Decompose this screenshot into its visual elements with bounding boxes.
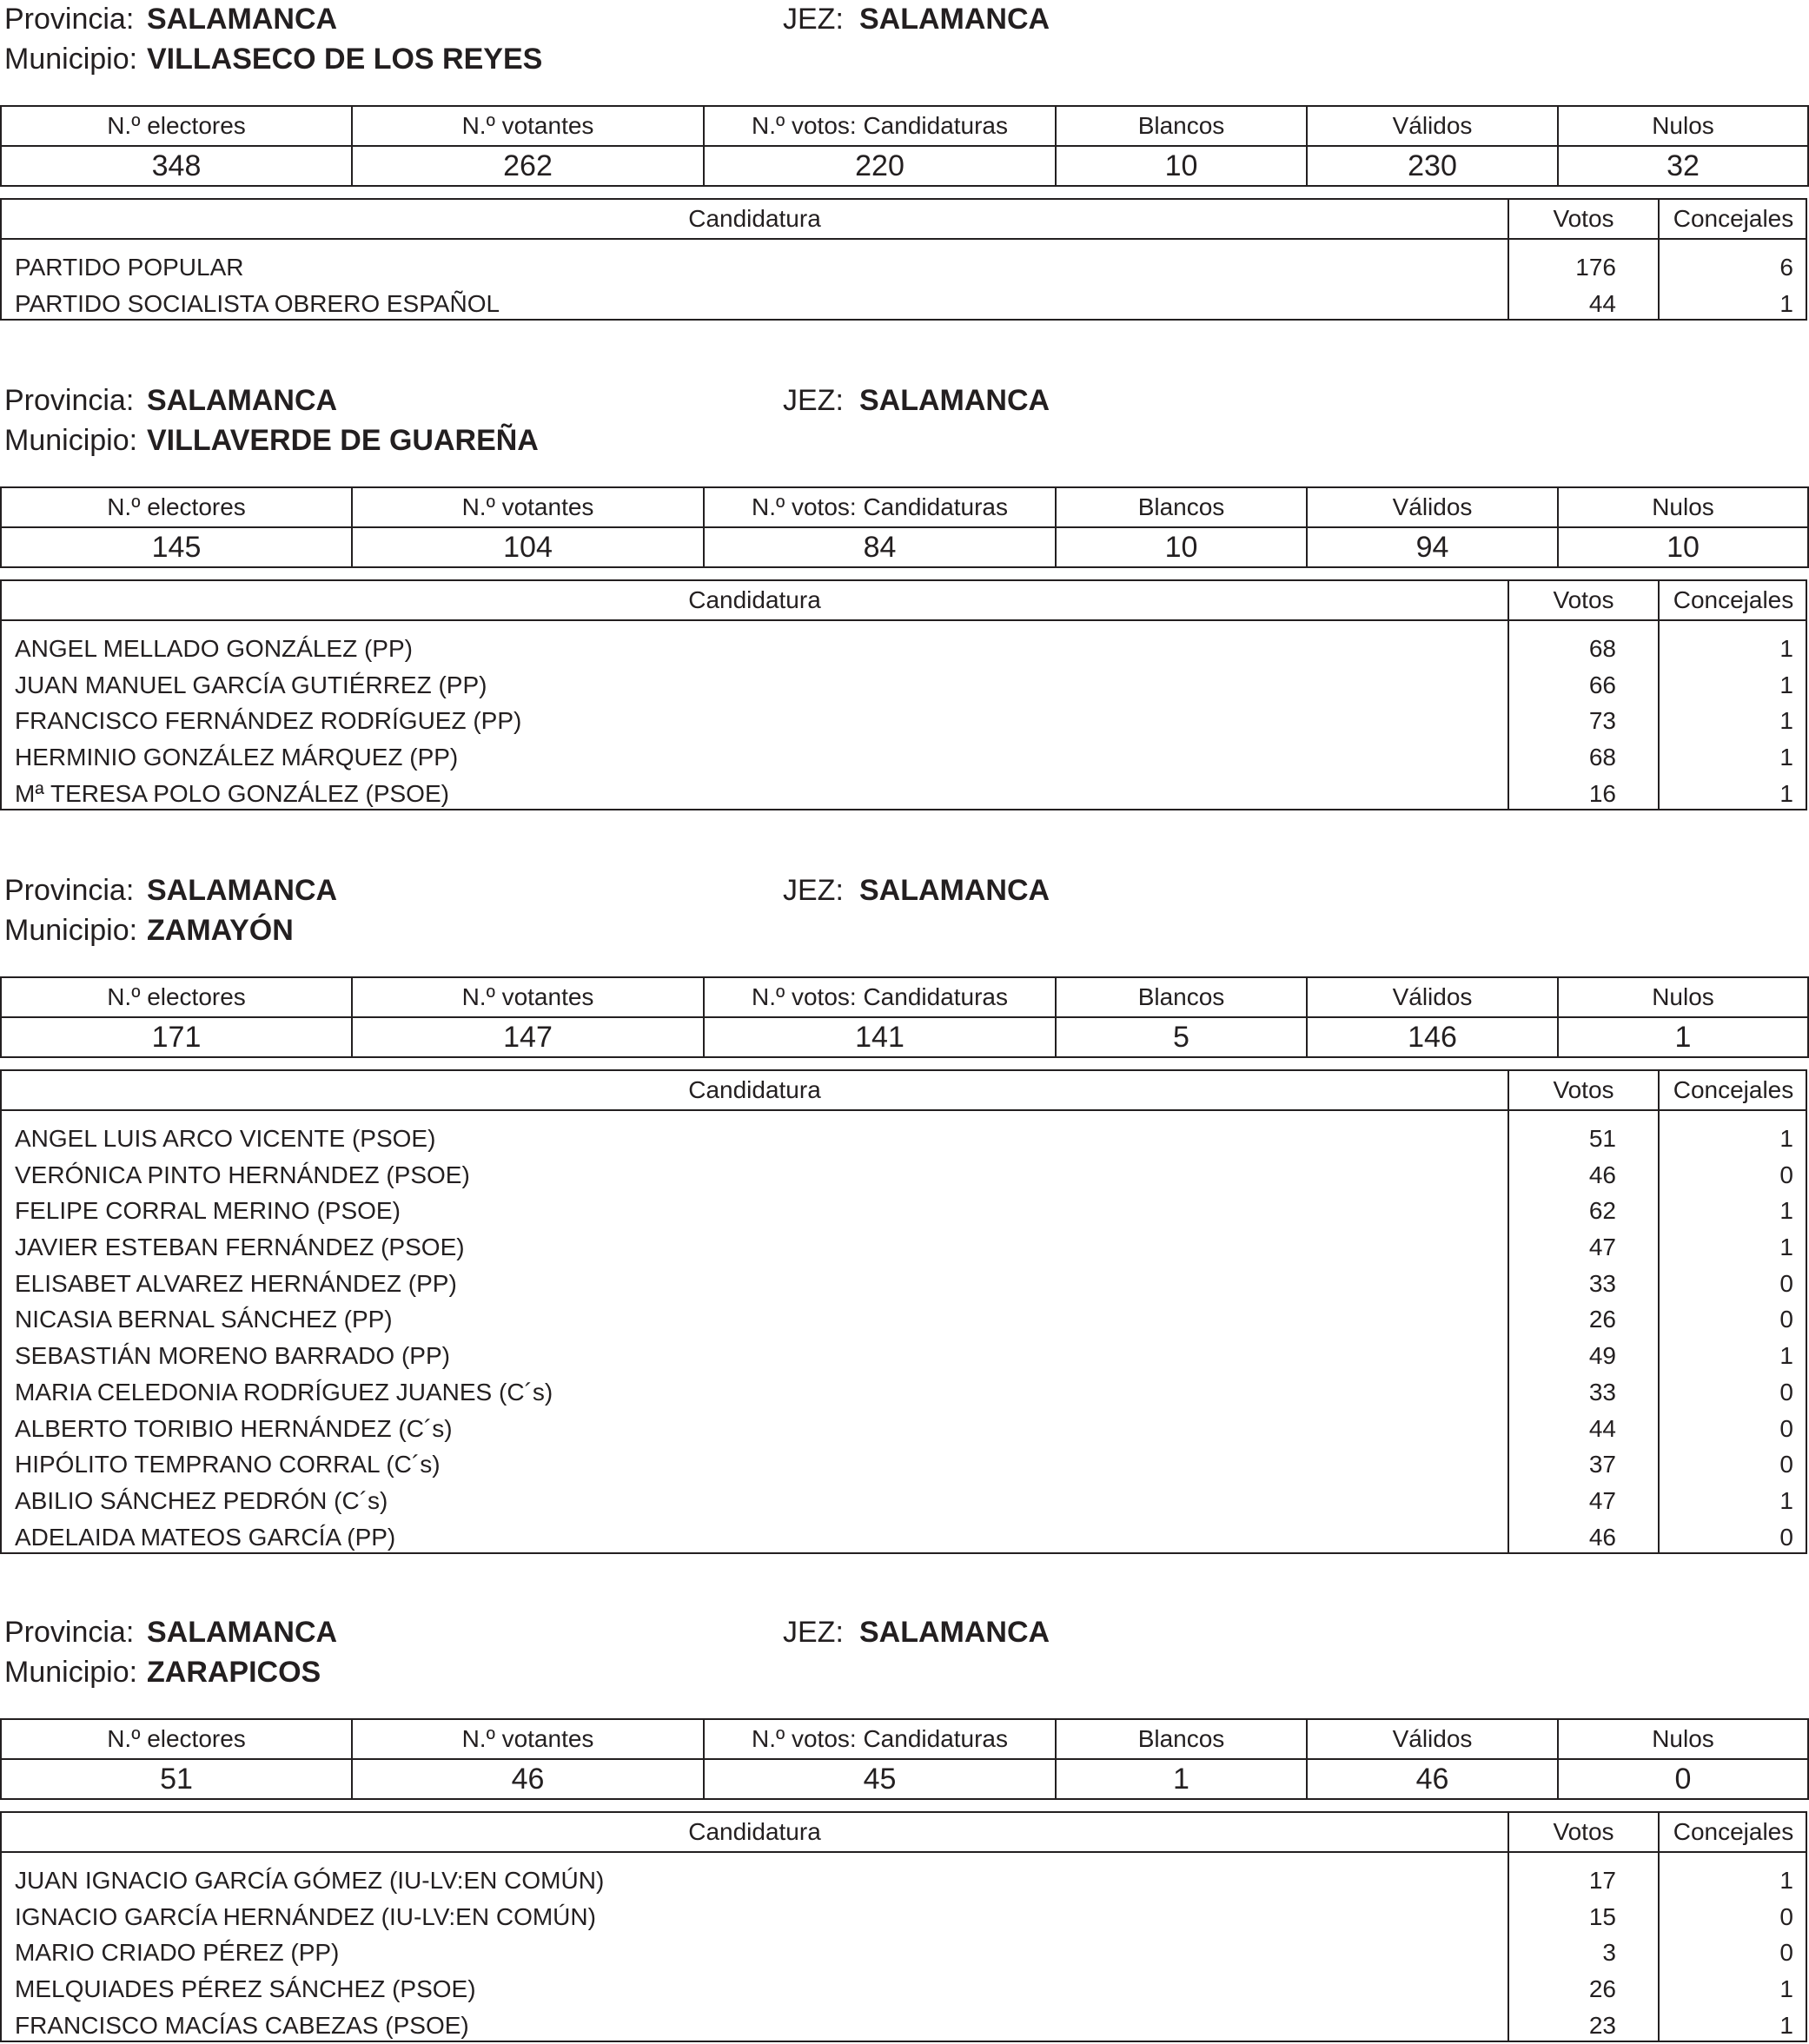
table-row <box>2 1227 1806 1263</box>
jez-label: JEZ: <box>783 1616 844 1649</box>
candidates-header <box>2 581 1806 621</box>
candidate-seats: 0 <box>1779 1939 1793 1967</box>
column-divider <box>1658 1071 1660 1109</box>
column-divider <box>1508 1813 1509 1851</box>
summary-value-votos-cand: 220 <box>704 146 1056 186</box>
municipio-value: VILLAVERDE DE GUAREÑA <box>147 424 539 457</box>
header-candidatura: Candidatura <box>688 1818 821 1845</box>
candidate-name: ANGEL LUIS ARCO VICENTE (PSOE) <box>15 1125 436 1152</box>
candidates-table <box>0 1811 1807 2042</box>
table-row <box>2 1517 1806 1553</box>
municipio-label: Municipio: <box>4 424 138 457</box>
candidate-votes: 68 <box>1588 635 1616 662</box>
candidate-seats: 1 <box>1779 1486 1793 1514</box>
summary-value-row <box>1 1759 1808 1799</box>
provincia-value: SALAMANCA <box>147 1616 338 1649</box>
summary-header-row <box>1 977 1808 1017</box>
candidate-name: MARIA CELEDONIA RODRÍGUEZ JUANES (C´s) <box>15 1378 553 1406</box>
summary-value-validos: 230 <box>1307 146 1558 186</box>
summary-header-nulos: Nulos <box>1558 1719 1808 1759</box>
candidate-seats: 0 <box>1779 1306 1793 1333</box>
candidate-seats: 1 <box>1779 635 1793 662</box>
candidate-name: ADELAIDA MATEOS GARCÍA (PP) <box>15 1523 396 1551</box>
summary-value-validos: 94 <box>1307 527 1558 567</box>
candidate-seats: 1 <box>1779 1234 1793 1261</box>
summary-value-nulos: 32 <box>1558 146 1808 186</box>
table-row <box>2 283 1806 320</box>
candidate-seats: 1 <box>1779 1867 1793 1894</box>
summary-value-blancos: 1 <box>1056 1759 1307 1799</box>
candidate-votes: 47 <box>1588 1486 1616 1514</box>
candidate-name: HIPÓLITO TEMPRANO CORRAL (C´s) <box>15 1451 441 1478</box>
header-votos: Votos <box>1553 586 1614 613</box>
column-divider <box>1508 581 1509 619</box>
summary-value-electores: 348 <box>1 146 352 186</box>
candidate-seats: 1 <box>1779 2011 1793 2039</box>
summary-value-votantes: 262 <box>352 146 704 186</box>
candidate-votes: 23 <box>1588 2011 1616 2039</box>
candidate-seats: 0 <box>1779 1451 1793 1478</box>
candidate-votes: 44 <box>1588 289 1616 317</box>
table-row <box>2 628 1806 665</box>
jez-label: JEZ: <box>783 874 844 907</box>
candidate-name: PARTIDO SOCIALISTA OBRERO ESPAÑOL <box>15 289 500 317</box>
candidate-votes: 33 <box>1588 1269 1616 1297</box>
candidates-table <box>0 198 1807 321</box>
municipio-value: ZAMAYÓN <box>147 914 294 947</box>
jez-line <box>783 2 1050 36</box>
table-row <box>2 1154 1806 1191</box>
candidate-name: Mª TERESA POLO GONZÁLEZ (PSOE) <box>15 779 449 807</box>
candidate-seats: 0 <box>1779 1523 1793 1551</box>
summary-header-validos: Válidos <box>1307 1719 1558 1759</box>
summary-header-validos: Válidos <box>1307 106 1558 146</box>
summary-value-electores: 145 <box>1 527 352 567</box>
summary-value-electores: 51 <box>1 1759 352 1799</box>
summary-header-nulos: Nulos <box>1558 977 1808 1017</box>
candidate-name: MARIO CRIADO PÉREZ (PP) <box>15 1939 340 1967</box>
candidate-seats: 0 <box>1779 1161 1793 1188</box>
table-row <box>2 1372 1806 1408</box>
summary-header-votos-cand: N.º votos: Candidaturas <box>704 106 1056 146</box>
summary-header-votantes: N.º votantes <box>352 1719 704 1759</box>
summary-header-row <box>1 487 1808 527</box>
provincia-line <box>4 1615 338 1650</box>
municipio-line <box>4 423 539 458</box>
column-divider <box>1658 1813 1660 1851</box>
summary-value-blancos: 10 <box>1056 146 1307 186</box>
summary-value-votantes: 147 <box>352 1017 704 1057</box>
municipio-line <box>4 1655 321 1690</box>
header-concejales: Concejales <box>1673 1818 1794 1845</box>
candidate-name: FELIPE CORRAL MERINO (PSOE) <box>15 1197 401 1225</box>
candidate-name: FRANCISCO FERNÁNDEZ RODRÍGUEZ (PP) <box>15 707 522 735</box>
summary-value-votos-cand: 141 <box>704 1017 1056 1057</box>
provincia-label: Provincia: <box>4 1616 135 1649</box>
summary-table <box>0 1718 1809 1800</box>
municipio-value: ZARAPICOS <box>147 1656 321 1689</box>
candidate-name: HERMINIO GONZÁLEZ MÁRQUEZ (PP) <box>15 744 459 771</box>
candidate-seats: 0 <box>1779 1269 1793 1297</box>
summary-value-row <box>1 146 1808 186</box>
provincia-label: Provincia: <box>4 3 135 36</box>
candidate-seats: 0 <box>1779 1414 1793 1442</box>
jez-value: SALAMANCA <box>859 3 1050 36</box>
summary-header-blancos: Blancos <box>1056 1719 1307 1759</box>
provincia-value: SALAMANCA <box>147 3 338 36</box>
candidates-table <box>0 1069 1807 1554</box>
candidate-seats: 1 <box>1779 1125 1793 1152</box>
jez-value: SALAMANCA <box>859 1616 1050 1649</box>
table-row <box>2 1299 1806 1335</box>
candidate-votes: 51 <box>1588 1125 1616 1152</box>
table-row <box>2 773 1806 810</box>
candidates-body <box>2 240 1806 319</box>
table-row <box>2 665 1806 701</box>
candidate-seats: 0 <box>1779 1378 1793 1406</box>
provincia-value: SALAMANCA <box>147 874 338 907</box>
summary-value-blancos: 5 <box>1056 1017 1307 1057</box>
candidate-votes: 49 <box>1588 1342 1616 1370</box>
provincia-line <box>4 2 338 36</box>
summary-value-validos: 146 <box>1307 1017 1558 1057</box>
summary-table <box>0 976 1809 1058</box>
provincia-label: Provincia: <box>4 384 135 417</box>
column-divider <box>1508 1071 1509 1109</box>
candidate-votes: 15 <box>1588 1902 1616 1930</box>
summary-header-blancos: Blancos <box>1056 487 1307 527</box>
municipio-label: Municipio: <box>4 1656 138 1689</box>
summary-header-votos-cand: N.º votos: Candidaturas <box>704 487 1056 527</box>
candidate-votes: 176 <box>1575 254 1616 281</box>
summary-value-votos-cand: 45 <box>704 1759 1056 1799</box>
candidate-votes: 73 <box>1588 707 1616 735</box>
table-row <box>2 2005 1806 2041</box>
summary-header-blancos: Blancos <box>1056 106 1307 146</box>
summary-header-row <box>1 106 1808 146</box>
summary-value-row <box>1 1017 1808 1057</box>
jez-line <box>783 383 1050 418</box>
candidate-name: IGNACIO GARCÍA HERNÁNDEZ (IU-LV:EN COMÚN) <box>15 1902 596 1930</box>
candidates-header <box>2 1071 1806 1111</box>
candidates-header <box>2 1813 1806 1853</box>
summary-header-votos-cand: N.º votos: Candidaturas <box>704 1719 1056 1759</box>
header-votos: Votos <box>1553 1818 1614 1845</box>
candidate-votes: 62 <box>1588 1197 1616 1225</box>
candidate-votes: 37 <box>1588 1451 1616 1478</box>
candidate-name: ANGEL MELLADO GONZÁLEZ (PP) <box>15 635 413 662</box>
table-row <box>2 247 1806 283</box>
summary-header-votantes: N.º votantes <box>352 977 704 1017</box>
summary-table <box>0 105 1809 187</box>
candidate-votes: 68 <box>1588 744 1616 771</box>
table-row <box>2 1335 1806 1372</box>
summary-header-electores: N.º electores <box>1 487 352 527</box>
candidate-votes: 26 <box>1588 1306 1616 1333</box>
candidate-votes: 16 <box>1588 779 1616 807</box>
municipio-label: Municipio: <box>4 914 138 947</box>
candidate-seats: 1 <box>1779 671 1793 698</box>
candidate-name: NICASIA BERNAL SÁNCHEZ (PP) <box>15 1306 393 1333</box>
candidates-body <box>2 1853 1806 2041</box>
summary-header-electores: N.º electores <box>1 106 352 146</box>
header-votos: Votos <box>1553 205 1614 232</box>
summary-value-votantes: 46 <box>352 1759 704 1799</box>
table-row <box>2 737 1806 773</box>
candidate-votes: 46 <box>1588 1523 1616 1551</box>
candidate-seats: 1 <box>1779 1975 1793 2003</box>
candidate-name: VERÓNICA PINTO HERNÁNDEZ (PSOE) <box>15 1161 470 1188</box>
candidate-seats: 1 <box>1779 779 1793 807</box>
column-divider <box>1658 581 1660 619</box>
summary-value-electores: 171 <box>1 1017 352 1057</box>
header-candidatura: Candidatura <box>688 205 821 232</box>
provincia-label: Provincia: <box>4 874 135 907</box>
table-row <box>2 1968 1806 2005</box>
header-concejales: Concejales <box>1673 1076 1794 1103</box>
candidate-votes: 3 <box>1602 1939 1616 1967</box>
candidates-table <box>0 579 1807 810</box>
candidate-name: SEBASTIÁN MORENO BARRADO (PP) <box>15 1342 450 1370</box>
jez-label: JEZ: <box>783 3 844 36</box>
candidate-votes: 44 <box>1588 1414 1616 1442</box>
summary-header-electores: N.º electores <box>1 1719 352 1759</box>
table-row <box>2 1860 1806 1896</box>
candidate-votes: 17 <box>1588 1867 1616 1894</box>
candidate-name: FRANCISCO MACÍAS CABEZAS (PSOE) <box>15 2011 469 2039</box>
candidate-seats: 1 <box>1779 707 1793 735</box>
table-row <box>2 700 1806 737</box>
header-votos: Votos <box>1553 1076 1614 1103</box>
provincia-line <box>4 383 338 418</box>
header-candidatura: Candidatura <box>688 586 821 613</box>
candidates-body <box>2 1111 1806 1552</box>
summary-value-nulos: 0 <box>1558 1759 1808 1799</box>
jez-line <box>783 1615 1050 1650</box>
candidate-name: JUAN IGNACIO GARCÍA GÓMEZ (IU-LV:EN COMÚN) <box>15 1867 605 1894</box>
candidate-seats: 1 <box>1779 1342 1793 1370</box>
summary-header-nulos: Nulos <box>1558 487 1808 527</box>
summary-header-blancos: Blancos <box>1056 977 1307 1017</box>
candidate-name: ABILIO SÁNCHEZ PEDRÓN (C´s) <box>15 1486 388 1514</box>
municipio-line <box>4 42 543 76</box>
municipio-line <box>4 913 294 948</box>
summary-header-validos: Válidos <box>1307 977 1558 1017</box>
candidate-votes: 26 <box>1588 1975 1616 2003</box>
summary-table <box>0 486 1809 568</box>
candidates-body <box>2 621 1806 809</box>
summary-header-votantes: N.º votantes <box>352 106 704 146</box>
candidate-votes: 46 <box>1588 1161 1616 1188</box>
candidate-name: ELISABET ALVAREZ HERNÁNDEZ (PP) <box>15 1269 457 1297</box>
table-row <box>2 1480 1806 1517</box>
summary-value-row <box>1 527 1808 567</box>
summary-header-row <box>1 1719 1808 1759</box>
summary-header-votantes: N.º votantes <box>352 487 704 527</box>
candidate-name: MELQUIADES PÉREZ SÁNCHEZ (PSOE) <box>15 1975 476 2003</box>
summary-value-nulos: 1 <box>1558 1017 1808 1057</box>
jez-label: JEZ: <box>783 384 844 417</box>
jez-value: SALAMANCA <box>859 384 1050 417</box>
jez-value: SALAMANCA <box>859 874 1050 907</box>
municipio-label: Municipio: <box>4 43 138 76</box>
candidate-seats: 1 <box>1779 744 1793 771</box>
candidate-name: JUAN MANUEL GARCÍA GUTIÉRREZ (PP) <box>15 671 487 698</box>
candidate-votes: 47 <box>1588 1234 1616 1261</box>
summary-value-votantes: 104 <box>352 527 704 567</box>
summary-header-votos-cand: N.º votos: Candidaturas <box>704 977 1056 1017</box>
jez-line <box>783 873 1050 908</box>
candidate-votes: 66 <box>1588 671 1616 698</box>
summary-header-nulos: Nulos <box>1558 106 1808 146</box>
header-candidatura: Candidatura <box>688 1076 821 1103</box>
table-row <box>2 1408 1806 1445</box>
column-divider <box>1658 200 1660 238</box>
candidate-votes: 33 <box>1588 1378 1616 1406</box>
table-row <box>2 1190 1806 1227</box>
candidate-seats: 0 <box>1779 1902 1793 1930</box>
provincia-line <box>4 873 338 908</box>
summary-value-blancos: 10 <box>1056 527 1307 567</box>
candidate-name: JAVIER ESTEBAN FERNÁNDEZ (PSOE) <box>15 1234 465 1261</box>
candidates-header <box>2 200 1806 240</box>
provincia-value: SALAMANCA <box>147 384 338 417</box>
municipio-value: VILLASECO DE LOS REYES <box>147 43 543 76</box>
table-row <box>2 1896 1806 1933</box>
summary-header-electores: N.º electores <box>1 977 352 1017</box>
summary-value-nulos: 10 <box>1558 527 1808 567</box>
header-concejales: Concejales <box>1673 586 1794 613</box>
candidate-seats: 1 <box>1779 289 1793 317</box>
summary-value-validos: 46 <box>1307 1759 1558 1799</box>
summary-value-votos-cand: 84 <box>704 527 1056 567</box>
table-row <box>2 1932 1806 1968</box>
summary-header-validos: Válidos <box>1307 487 1558 527</box>
candidate-name: PARTIDO POPULAR <box>15 254 244 281</box>
header-concejales: Concejales <box>1673 205 1794 232</box>
table-row <box>2 1263 1806 1300</box>
table-row <box>2 1444 1806 1480</box>
candidate-name: ALBERTO TORIBIO HERNÁNDEZ (C´s) <box>15 1414 453 1442</box>
table-row <box>2 1118 1806 1154</box>
column-divider <box>1508 200 1509 238</box>
candidate-seats: 1 <box>1779 1197 1793 1225</box>
candidate-seats: 6 <box>1779 254 1793 281</box>
